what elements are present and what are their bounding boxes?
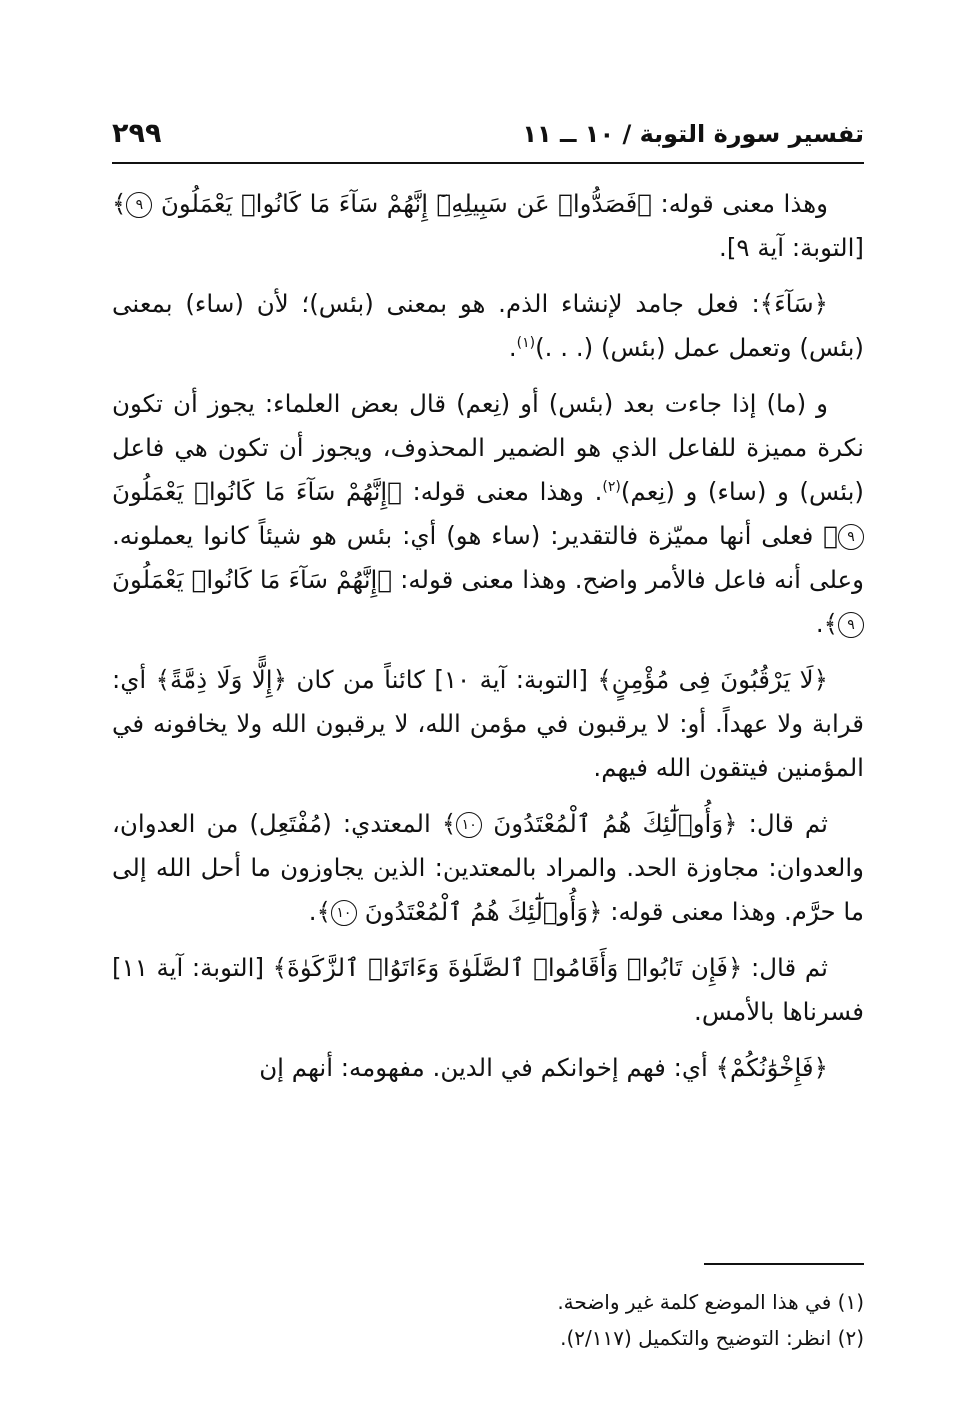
quran-verse: لَا يَرْقُبُونَ فِى مُؤْمِنٍ <box>611 665 814 694</box>
quran-bracket-open: ﴿ <box>813 1053 828 1082</box>
page-header <box>112 114 864 164</box>
paragraph-text: . <box>815 609 824 638</box>
paragraph-text: ثم قال: <box>748 809 829 838</box>
paragraph <box>112 382 864 646</box>
quran-verse: إِلًّا وَلَا ذِمَّةً <box>170 665 273 694</box>
paragraph <box>112 658 864 790</box>
verse-number-marker: ١٠ <box>456 812 482 838</box>
quran-bracket-close: ﴾ <box>155 665 171 694</box>
quran-bracket-close: ﴾ <box>759 289 775 318</box>
quran-bracket-close: ﴾ <box>272 953 287 982</box>
verse-number-marker: ٩ <box>838 612 864 638</box>
footnote-ref: (٢) <box>602 478 621 495</box>
quran-bracket-open: ﴿ <box>588 897 603 926</box>
footnote: (١) في هذا الموضع كلمة غير واضحة. <box>557 1290 864 1314</box>
quran-bracket-open: ﴿ <box>728 953 743 982</box>
body-text <box>112 182 864 1102</box>
quran-verse: وَأُو۟لَٰٓئِكَ هُمُ ٱلْمُعْتَدُونَ <box>364 897 589 926</box>
footnote: (٢) انظر: التوضيح والتكميل (٢/١١٧). <box>560 1326 864 1350</box>
paragraph-text: أي: فهم إخوانكم في الدين. مفهومه: أنهم إن <box>259 1053 708 1082</box>
quran-word: سَآءَ <box>774 289 814 318</box>
paragraph-text: . <box>308 897 317 926</box>
footnote-ref: (١) <box>516 334 536 351</box>
verse-number-marker: ١٠ <box>331 900 357 926</box>
paragraph-text: ثم قال: <box>751 953 828 982</box>
paragraph-text: وهذا معنى قوله: <box>660 189 828 218</box>
page-number: ٢٩٩ <box>112 118 162 149</box>
quran-verse: فَصَدُّوا۟ عَن سَبِيلِهِۦٓ إِنَّهُمْ سَآءَ مَا كَانُوا۟ يَعْمَلُونَ <box>160 189 638 218</box>
quran-bracket-open: ﴿ <box>637 189 652 218</box>
paragraph-text: أي: قرابة ولا عهداً. أو: لا يرقبون في مؤمن الله، لا يرقبون الله ولا يخافونه في المؤمنين فيتقون الله فيهم. <box>112 665 864 782</box>
quran-verse: وَأُو۟لَٰٓئِكَ هُمُ ٱلْمُعْتَدُونَ <box>493 809 724 838</box>
quran-bracket-close: ﴾ <box>823 521 838 550</box>
paragraph-text: فعلى أنها مميّزة فالتقدير: (ساء هو) أي: بئس هو شيئاً كانوا يعملونه. وعلى أنه فاعل فالأمر واضح. وهذا معنى قوله: <box>112 521 865 594</box>
footnotes <box>112 1284 864 1356</box>
paragraph <box>112 282 864 370</box>
paragraph <box>112 946 864 1034</box>
quran-bracket-close: ﴾ <box>715 1053 730 1082</box>
quran-verse: إِنَّهُمْ سَآءَ مَا كَانُوا۟ يَعْمَلُونَ <box>112 477 388 506</box>
paragraph-text: المعتدي: (مُفْتَعِل) من العدوان، والعدوان: مجاوزة الحد. والمراد بالمعتدين: الذين يجاوزون ما أحل الله إلى ما حرَّم. وهذا معنى قوله: <box>112 809 864 926</box>
quran-bracket-open: ﴿ <box>387 477 402 506</box>
footnote-divider <box>704 1263 864 1265</box>
quran-bracket-close: ﴾ <box>441 809 457 838</box>
paragraph-text: . وهذا معنى قوله: <box>412 477 603 506</box>
paragraph <box>112 182 864 270</box>
quran-verse: إِنَّهُمْ سَآءَ مَا كَانُوا۟ يَعْمَلُونَ <box>112 565 378 594</box>
quran-bracket-open: ﴿ <box>272 665 287 694</box>
paragraph-text: : فعل جامد لإنشاء الذم. هو بمعنى (بئس)؛ لأن (ساء) بمعنى (بئس) وتعمل عمل (بئس) (. . .) <box>112 289 864 362</box>
verse-number-marker: ٩ <box>838 524 864 550</box>
verse-number-marker: ٩ <box>126 192 152 218</box>
quran-bracket-open: ﴿ <box>813 289 828 318</box>
quran-bracket-close: ﴾ <box>597 665 612 694</box>
verse-reference: [التوبة: آية ٩]. <box>719 233 864 262</box>
running-title: تفسير سورة التوبة / ١٠ ــ ١١ <box>522 120 864 148</box>
paragraph-text: . <box>508 333 517 362</box>
quran-bracket-open: ﴿ <box>813 665 829 694</box>
quran-bracket-open: ﴿ <box>377 565 393 594</box>
quran-bracket-close: ﴾ <box>823 609 838 638</box>
paragraph-text: [التوبة: آية ١١] فسرناها بالأمس. <box>112 953 864 1026</box>
quran-bracket-open: ﴿ <box>723 809 738 838</box>
verse-reference: [التوبة: آية ١٠] كائناً من كان <box>296 665 588 694</box>
paragraph <box>112 1046 864 1090</box>
paragraph-text: و (ما) إذا جاءت بعد (بئس) أو (نِعم) قال بعض العلماء: يجوز أن تكون نكرة مميزة للفاعل الذي هو الضمير المحذوف، ويجوز أن تكون هي فاعل (بئس) و (ساء) و (نِعم) <box>112 389 864 506</box>
paragraph <box>112 802 864 934</box>
quran-word: فَإِخْوَٰنُكُمْ <box>730 1053 814 1082</box>
quran-bracket-close: ﴾ <box>112 189 127 218</box>
quran-bracket-close: ﴾ <box>316 897 331 926</box>
quran-verse: فَإِن تَابُوا۟ وَأَقَامُوا۟ ٱلصَّلَوٰةَ وَءَاتَوُا۟ ٱلزَّكَوٰةَ <box>287 953 728 982</box>
